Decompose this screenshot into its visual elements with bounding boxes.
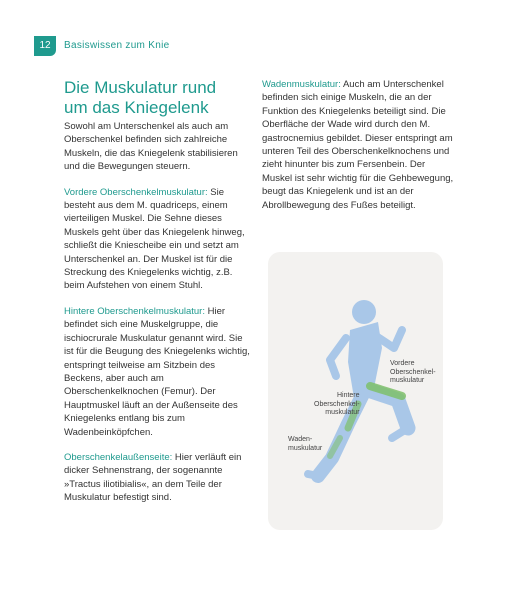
- back-muscle-text: Hier befindet sich eine Muskelgruppe, die ischiocrurale Muskulatur genannt wird. Sie ist für die Beugung des Kniegelenks wichtig, entspringt teilweise am Sitzbein des Beckens, aber auch am Oberschenkelknochen (Femur). Der Hauptmuskel läuft an der Außenseite des Kniegelenks entlang bis zum Wadenbeinköpfchen.: [64, 305, 250, 438]
- back-muscle-heading: Hintere Oberschenkelmuskulatur:: [64, 305, 205, 317]
- runner-figure: [268, 252, 443, 530]
- runner-anatomy-illustration: [268, 252, 443, 530]
- left-column: [64, 120, 250, 517]
- label-back-line-3: muskulatur: [325, 409, 360, 416]
- front-foot: [392, 428, 408, 438]
- right-column: [262, 78, 454, 224]
- front-muscle-text: Sie besteht aus dem M. quadriceps, einem vierteiligen Muskel. Die Sehne dieses Muskels geht über das Kniegelenk hinweg, schließt die Kniescheibe ein und setzt am Unterschenkel an. Der Muskel ist für die Streckung des Kniegelenks wichtig, z.B. beim Aufstehen von einem Stuhl.: [64, 186, 245, 292]
- label-back-line-2: Oberschenkel-: [314, 400, 360, 408]
- label-front-line-1: Vordere: [390, 360, 415, 367]
- back-muscle-paragraph: [64, 305, 250, 439]
- outer-thigh-heading: Oberschenkelaußenseite:: [64, 451, 173, 463]
- front-muscle-paragraph: [64, 186, 250, 293]
- section-title: [64, 78, 264, 118]
- outer-thigh-paragraph: [64, 451, 250, 505]
- page-number: 12: [34, 36, 56, 56]
- head: [352, 300, 376, 324]
- label-front-line-3: muskulatur: [390, 377, 425, 384]
- outer-thigh-text: Hier verläuft ein dicker Sehnenstrang, der sogenannte »Tractus iliotibialis«, an dem Teile der Muskulatur befestigt sind.: [64, 451, 242, 504]
- running-header: Basiswissen zum Knie: [64, 40, 170, 51]
- back-arm: [330, 338, 346, 376]
- label-calf-line-1: Waden-: [288, 436, 313, 443]
- label-front-thigh: [390, 360, 436, 386]
- back-foot: [308, 474, 318, 476]
- label-calf-line-2: muskulatur: [288, 444, 323, 452]
- calf-muscle-paragraph: [262, 78, 454, 212]
- label-back-thigh: [314, 392, 360, 418]
- title-line-2: um das Kniegelenk: [64, 98, 209, 117]
- title-line-1: Die Muskulatur rund: [64, 78, 217, 97]
- calf-muscle-text: Auch am Unterschenkel befinden sich einige Muskeln, die an der Funktion des Kniegelenks beteiligt sind. Die Oberfläche der Wade wird durch den M. gastrocnemius gebildet. Dieser entspringt am unteren Teil des Oberschenkelknochens und zieht hinunter bis zum Fersenbein. Der Muskel ist sehr wichtig für die Gehbewegung, beugt das Kniegelenk und ist an der Abrollbewegung des Fußes beteiligt.: [262, 79, 454, 211]
- intro-paragraph: Sowohl am Unterschenkel als auch am Oberschenkel befinden sich zahlreiche Muskeln, die das Kniegelenk stabilisieren und die Bewegungen steuern.: [64, 121, 238, 173]
- calf-muscle-heading: Wadenmuskulatur:: [262, 79, 341, 90]
- label-calf: [288, 436, 322, 453]
- front-muscle-heading: Vordere Oberschenkelmuskulatur:: [64, 186, 208, 198]
- label-front-line-2: Oberschenkel-: [390, 368, 436, 376]
- label-back-line-1: Hintere: [336, 392, 360, 399]
